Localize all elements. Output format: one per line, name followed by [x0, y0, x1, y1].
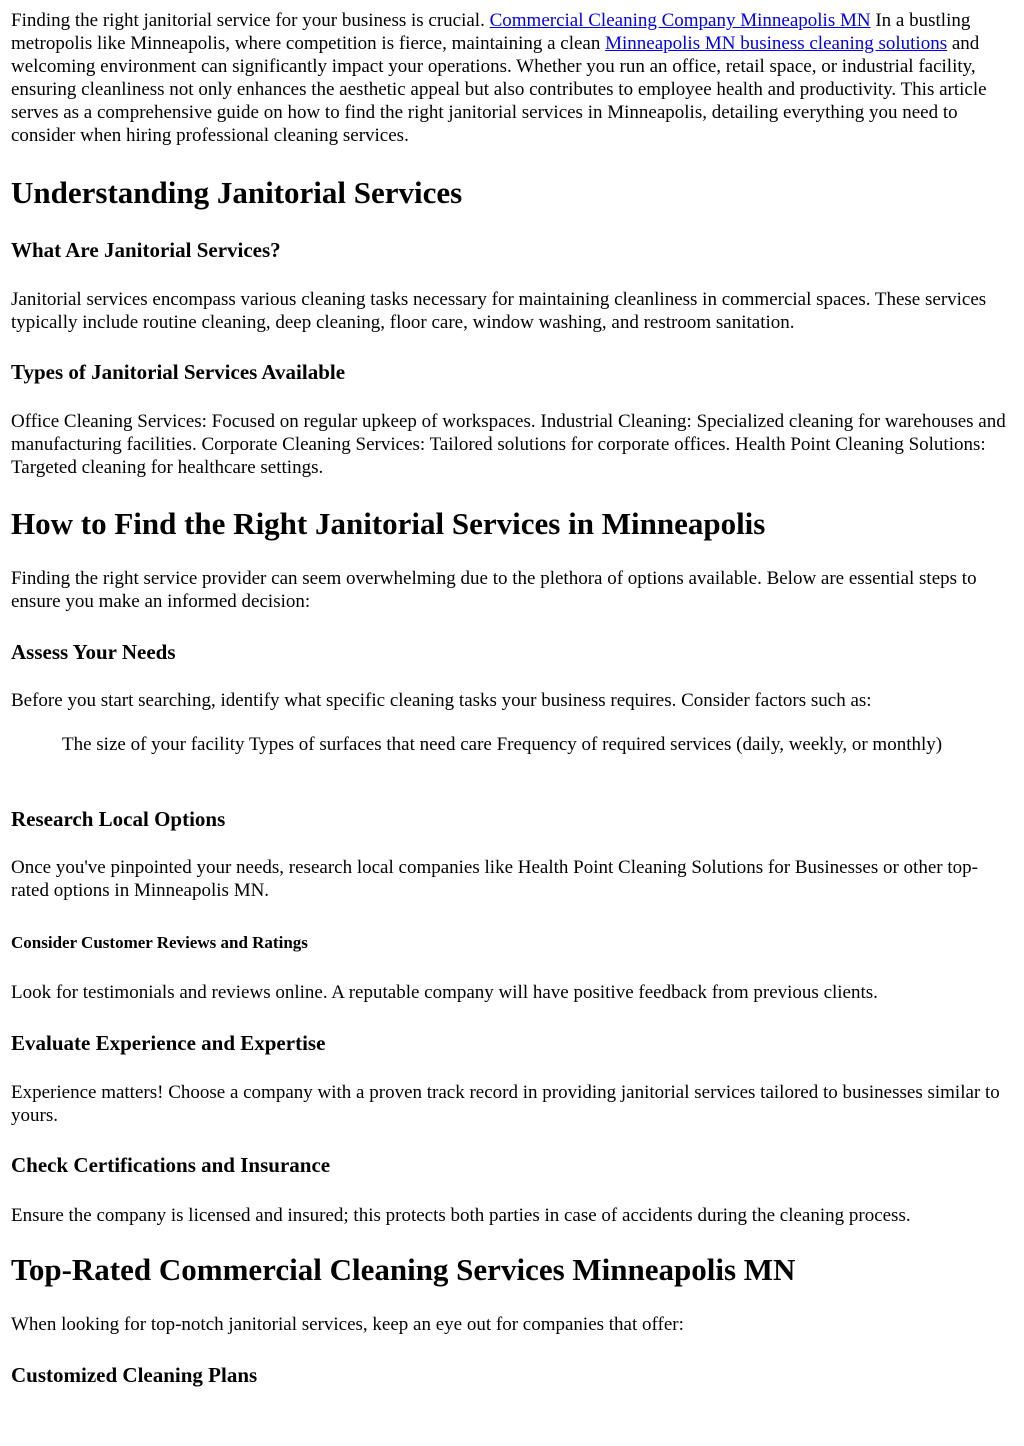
- assess-text: Before you start searching, identify what specific cleaning tasks your business requires. Consider factors such as:: [11, 690, 872, 711]
- business-cleaning-solutions-link[interactable]: Minneapolis MN business cleaning solutions: [605, 33, 948, 54]
- intro-paragraph: [11, 9, 1009, 147]
- top-rated-heading: Top-Rated Commercial Cleaning Services Minneapolis MN: [11, 1252, 796, 1287]
- what-are-janitorial-text: Janitorial services encompass various cleaning tasks necessary for maintaining cleanliness in commercial spaces. These services typically include routine cleaning, deep cleaning, floor care, window washing, and restroom sanitation.: [11, 289, 987, 333]
- top-rated-intro-text: When looking for top-notch janitorial services, keep an eye out for companies that offer:: [11, 1314, 684, 1335]
- types-text: Office Cleaning Services: Focused on regular upkeep of workspaces. Industrial Cleaning: Specialized cleaning for warehouses and manufacturing facilities. Corporate Cleaning Services: Tailored solutions for corporate offices. Health Point Cleaning Solutions: Targeted cleaning for healthcare settings.: [11, 411, 1006, 478]
- find-heading: How to Find the Right Janitorial Services in Minneapolis: [11, 506, 766, 541]
- what-are-janitorial-heading: What Are Janitorial Services?: [11, 238, 281, 262]
- certifications-text: Ensure the company is licensed and insured; this protects both parties in case of accidents during the cleaning process.: [11, 1205, 911, 1226]
- reviews-text: Look for testimonials and reviews online. A reputable company will have positive feedback from previous clients.: [11, 982, 878, 1003]
- assess-list-item: The size of your facility Types of surfaces that need care Frequency of required services (daily, weekly, or monthly): [62, 734, 943, 755]
- customized-plans-heading: Customized Cleaning Plans: [11, 1363, 258, 1387]
- types-heading: Types of Janitorial Services Available: [11, 360, 346, 384]
- research-heading: Research Local Options: [11, 807, 226, 831]
- certifications-heading: Check Certifications and Insurance: [11, 1153, 331, 1177]
- assess-heading: Assess Your Needs: [11, 640, 176, 664]
- find-intro-text: Finding the right service provider can seem overwhelming due to the plethora of options available. Below are essential steps to ensure you make an informed decision:: [11, 568, 977, 612]
- understanding-heading: Understanding Janitorial Services: [11, 175, 463, 210]
- commercial-cleaning-link[interactable]: Commercial Cleaning Company Minneapolis MN: [489, 10, 871, 31]
- intro-text-1: Finding the right janitorial service for your business is crucial.: [11, 10, 490, 31]
- intro-text-3: and welcoming environment can significantly impact your operations. Whether you run an office, retail space, or industrial facility, ensuring cleanliness not only enhances the aesthetic appeal but also contributes to employee health and productivity. This article serves as a comprehensive guide on how to find the right janitorial services in Minneapolis, detailing everything you need to consider when hiring professional cleaning services.: [11, 33, 987, 146]
- experience-text: Experience matters! Choose a company with a proven track record in providing janitorial services tailored to businesses similar to yours.: [11, 1082, 1000, 1126]
- reviews-heading: Consider Customer Reviews and Ratings: [11, 933, 308, 952]
- experience-heading: Evaluate Experience and Expertise: [11, 1031, 326, 1055]
- intro-text-2: In a bustling metropolis like Minneapolis, where competition is fierce, maintaining a clean: [11, 10, 971, 54]
- research-text: Once you've pinpointed your needs, research local companies like Health Point Cleaning Solutions for Businesses or other top-rated options in Minneapolis MN.: [11, 857, 978, 901]
